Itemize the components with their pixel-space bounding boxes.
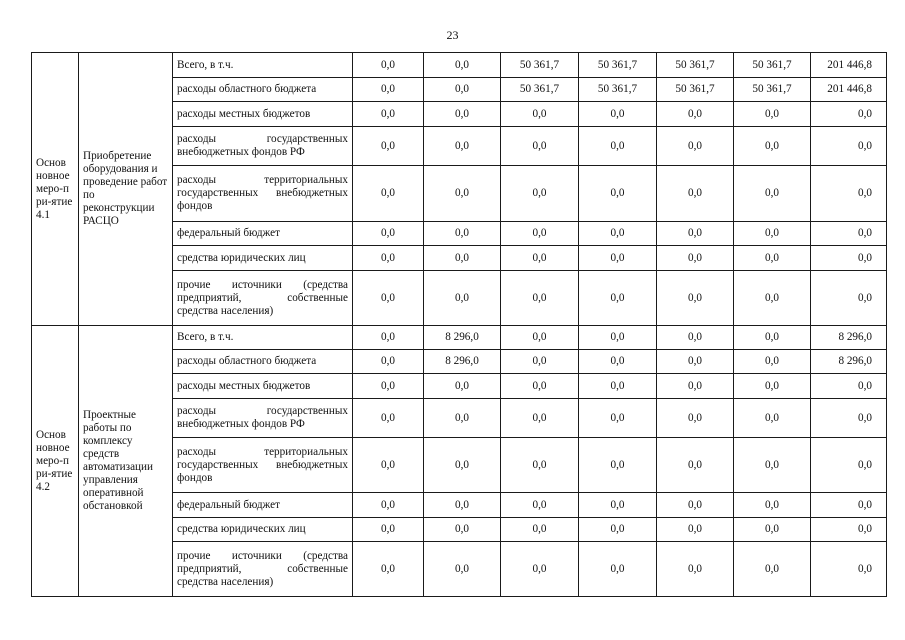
value-cell: 0,0 [657, 102, 734, 127]
value-cell: 50 361,7 [579, 78, 657, 102]
total-cell: 0,0 [811, 542, 887, 597]
value-cell: 0,0 [501, 326, 579, 350]
value-cell: 0,0 [657, 326, 734, 350]
total-cell: 0,0 [811, 374, 887, 399]
value-cell: 0,0 [501, 518, 579, 542]
value-cell: 0,0 [657, 127, 734, 166]
value-cell: 0,0 [501, 127, 579, 166]
value-cell: 0,0 [579, 246, 657, 271]
value-cell: 50 361,7 [734, 78, 811, 102]
funding-source-cell: расходы государственных внебюджетных фондов РФ [173, 127, 353, 166]
value-cell: 0,0 [579, 350, 657, 374]
value-cell: 0,0 [424, 53, 501, 78]
value-cell: 50 361,7 [501, 78, 579, 102]
value-cell: 0,0 [353, 399, 424, 438]
value-cell: 0,0 [734, 127, 811, 166]
value-cell: 0,0 [501, 166, 579, 222]
funding-source-cell: расходы местных бюджетов [173, 102, 353, 127]
total-cell: 201 446,8 [811, 53, 887, 78]
value-cell: 0,0 [657, 518, 734, 542]
value-cell: 0,0 [353, 350, 424, 374]
activity-code-cell: Основ новное меро-при-ятие 4.1 [32, 53, 79, 326]
value-cell: 0,0 [353, 493, 424, 518]
value-cell: 0,0 [424, 78, 501, 102]
value-cell: 0,0 [424, 374, 501, 399]
funding-source-cell: федеральный бюджет [173, 222, 353, 246]
value-cell: 8 296,0 [424, 326, 501, 350]
value-cell: 0,0 [353, 78, 424, 102]
value-cell: 0,0 [734, 518, 811, 542]
value-cell: 0,0 [657, 246, 734, 271]
total-cell: 8 296,0 [811, 350, 887, 374]
value-cell: 0,0 [353, 374, 424, 399]
activity-name-cell: Проектные работы по комплексу средств автоматизации управления оперативной обстановкой [79, 326, 173, 597]
value-cell: 0,0 [657, 542, 734, 597]
total-cell: 0,0 [811, 399, 887, 438]
value-cell: 0,0 [734, 542, 811, 597]
funding-source-cell: средства юридических лиц [173, 246, 353, 271]
value-cell: 50 361,7 [501, 53, 579, 78]
value-cell: 0,0 [579, 493, 657, 518]
total-cell: 0,0 [811, 271, 887, 326]
value-cell: 0,0 [353, 542, 424, 597]
value-cell: 0,0 [657, 438, 734, 493]
value-cell: 0,0 [734, 102, 811, 127]
funding-source-cell: прочие источники (средства предприятий, собственные средства населения) [173, 271, 353, 326]
total-cell: 0,0 [811, 222, 887, 246]
value-cell: 0,0 [353, 246, 424, 271]
value-cell: 50 361,7 [657, 53, 734, 78]
total-cell: 8 296,0 [811, 326, 887, 350]
total-cell: 0,0 [811, 127, 887, 166]
value-cell: 0,0 [579, 326, 657, 350]
value-cell: 0,0 [353, 102, 424, 127]
value-cell: 0,0 [579, 374, 657, 399]
value-cell: 0,0 [424, 518, 501, 542]
value-cell: 0,0 [353, 127, 424, 166]
page-number: 23 [446, 28, 459, 42]
value-cell: 0,0 [353, 53, 424, 78]
funding-source-cell: Всего, в т.ч. [173, 53, 353, 78]
funding-source-cell: Всего, в т.ч. [173, 326, 353, 350]
value-cell: 0,0 [657, 399, 734, 438]
value-cell: 0,0 [424, 271, 501, 326]
value-cell: 0,0 [734, 246, 811, 271]
value-cell: 0,0 [353, 438, 424, 493]
value-cell: 0,0 [501, 271, 579, 326]
value-cell: 0,0 [353, 222, 424, 246]
funding-source-cell: расходы областного бюджета [173, 350, 353, 374]
value-cell: 8 296,0 [424, 350, 501, 374]
value-cell: 0,0 [353, 326, 424, 350]
value-cell: 50 361,7 [579, 53, 657, 78]
value-cell: 0,0 [424, 102, 501, 127]
value-cell: 0,0 [424, 542, 501, 597]
value-cell: 0,0 [579, 518, 657, 542]
value-cell: 0,0 [579, 222, 657, 246]
total-cell: 0,0 [811, 518, 887, 542]
value-cell: 0,0 [579, 127, 657, 166]
value-cell: 0,0 [579, 399, 657, 438]
activity-code-cell: Основ новное меро-при-ятие 4.2 [32, 326, 79, 597]
total-cell: 0,0 [811, 166, 887, 222]
value-cell: 0,0 [424, 399, 501, 438]
value-cell: 0,0 [734, 493, 811, 518]
value-cell: 0,0 [657, 222, 734, 246]
value-cell: 0,0 [501, 542, 579, 597]
table-row [32, 326, 887, 350]
value-cell: 0,0 [424, 246, 501, 271]
value-cell: 0,0 [424, 127, 501, 166]
funding-source-cell: расходы территориальных государственных внебюджетных фондов [173, 438, 353, 493]
value-cell: 0,0 [734, 438, 811, 493]
total-cell: 0,0 [811, 438, 887, 493]
funding-source-cell: расходы местных бюджетов [173, 374, 353, 399]
value-cell: 0,0 [501, 222, 579, 246]
value-cell: 0,0 [657, 493, 734, 518]
value-cell: 0,0 [501, 438, 579, 493]
funding-source-cell: расходы областного бюджета [173, 78, 353, 102]
value-cell: 0,0 [579, 438, 657, 493]
value-cell: 50 361,7 [734, 53, 811, 78]
value-cell: 0,0 [657, 166, 734, 222]
budget-table [31, 52, 887, 597]
value-cell: 0,0 [501, 493, 579, 518]
value-cell: 0,0 [353, 271, 424, 326]
value-cell: 0,0 [579, 102, 657, 127]
value-cell: 50 361,7 [657, 78, 734, 102]
value-cell: 0,0 [657, 350, 734, 374]
funding-source-cell: средства юридических лиц [173, 518, 353, 542]
value-cell: 0,0 [657, 374, 734, 399]
funding-source-cell: федеральный бюджет [173, 493, 353, 518]
value-cell: 0,0 [501, 399, 579, 438]
funding-source-cell: прочие источники (средства предприятий, собственные средства населения) [173, 542, 353, 597]
value-cell: 0,0 [353, 518, 424, 542]
value-cell: 0,0 [579, 166, 657, 222]
value-cell: 0,0 [424, 493, 501, 518]
value-cell: 0,0 [579, 271, 657, 326]
value-cell: 0,0 [734, 350, 811, 374]
total-cell: 0,0 [811, 246, 887, 271]
value-cell: 0,0 [734, 222, 811, 246]
value-cell: 0,0 [734, 374, 811, 399]
funding-source-cell: расходы территориальных государственных внебюджетных фондов [173, 166, 353, 222]
value-cell: 0,0 [424, 222, 501, 246]
table-row [32, 53, 887, 78]
value-cell: 0,0 [424, 166, 501, 222]
value-cell: 0,0 [501, 102, 579, 127]
value-cell: 0,0 [501, 350, 579, 374]
activity-name-cell: Приобретение оборудования и проведение работ по реконструкции РАСЦО [79, 53, 173, 326]
total-cell: 201 446,8 [811, 78, 887, 102]
value-cell: 0,0 [579, 542, 657, 597]
value-cell: 0,0 [657, 271, 734, 326]
value-cell: 0,0 [734, 166, 811, 222]
value-cell: 0,0 [501, 374, 579, 399]
funding-source-cell: расходы государственных внебюджетных фондов РФ [173, 399, 353, 438]
total-cell: 0,0 [811, 102, 887, 127]
value-cell: 0,0 [424, 438, 501, 493]
value-cell: 0,0 [734, 399, 811, 438]
value-cell: 0,0 [501, 246, 579, 271]
value-cell: 0,0 [353, 166, 424, 222]
value-cell: 0,0 [734, 271, 811, 326]
value-cell: 0,0 [734, 326, 811, 350]
total-cell: 0,0 [811, 493, 887, 518]
